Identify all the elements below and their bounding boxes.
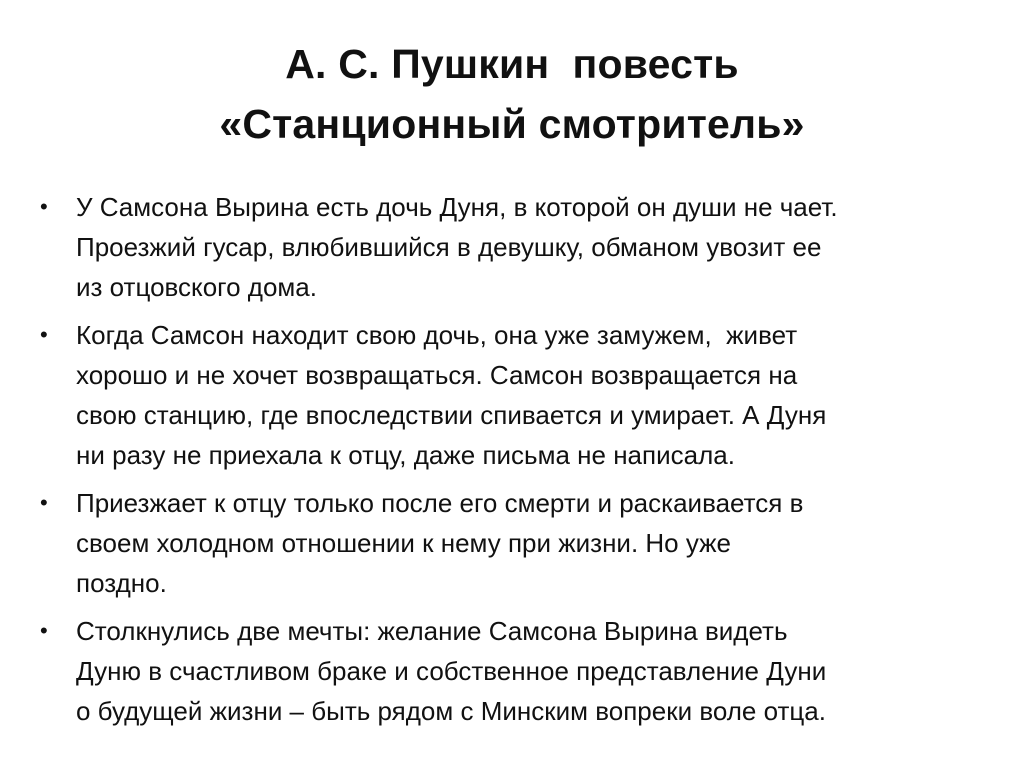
bullet-text-line: поздно. <box>76 568 167 598</box>
bullet-text-line: хорошо и не хочет возвращаться. Самсон возвращается на <box>76 360 798 390</box>
bullet-text-line: Дуню в счастливом браке и собственное представление Дуни <box>76 656 827 686</box>
title-line: «Станционный смотритель» <box>219 101 805 147</box>
bullet-icon: • <box>40 322 48 347</box>
bullet-text-line: Столкнулись две мечты: желание Самсона Вырина видеть <box>76 616 788 646</box>
slide-title <box>40 34 984 154</box>
bullet-item <box>40 611 1000 731</box>
bullet-text-line: ни разу не приехала к отцу, даже письма не написала. <box>76 440 735 470</box>
bullet-text-line: Когда Самсон находит свою дочь, она уже замужем, живет <box>76 320 798 350</box>
bullet-text-line: о будущей жизни – быть рядом с Минским вопреки воле отца. <box>76 696 826 726</box>
bullet-item <box>40 315 1000 475</box>
bullet-text-line: Приезжает к отцу только после его смерти и раскаивается в <box>76 488 804 518</box>
title-line: А. С. Пушкин повесть <box>285 41 739 87</box>
bullet-list <box>40 187 1000 739</box>
bullet-text-line: из отцовского дома. <box>76 272 317 302</box>
bullet-item <box>40 483 1000 603</box>
bullet-text-line: У Самсона Вырина есть дочь Дуня, в которой он души не чает. <box>76 192 838 222</box>
bullet-icon: • <box>40 490 48 515</box>
bullet-icon: • <box>40 194 48 219</box>
bullet-text-line: свою станцию, где впоследствии спивается и умирает. А Дуня <box>76 400 827 430</box>
bullet-text-line: своем холодном отношении к нему при жизни. Но уже <box>76 528 732 558</box>
bullet-icon: • <box>40 618 48 643</box>
bullet-text-line: Проезжий гусар, влюбившийся в девушку, обманом увозит ее <box>76 232 822 262</box>
bullet-item <box>40 187 1000 307</box>
